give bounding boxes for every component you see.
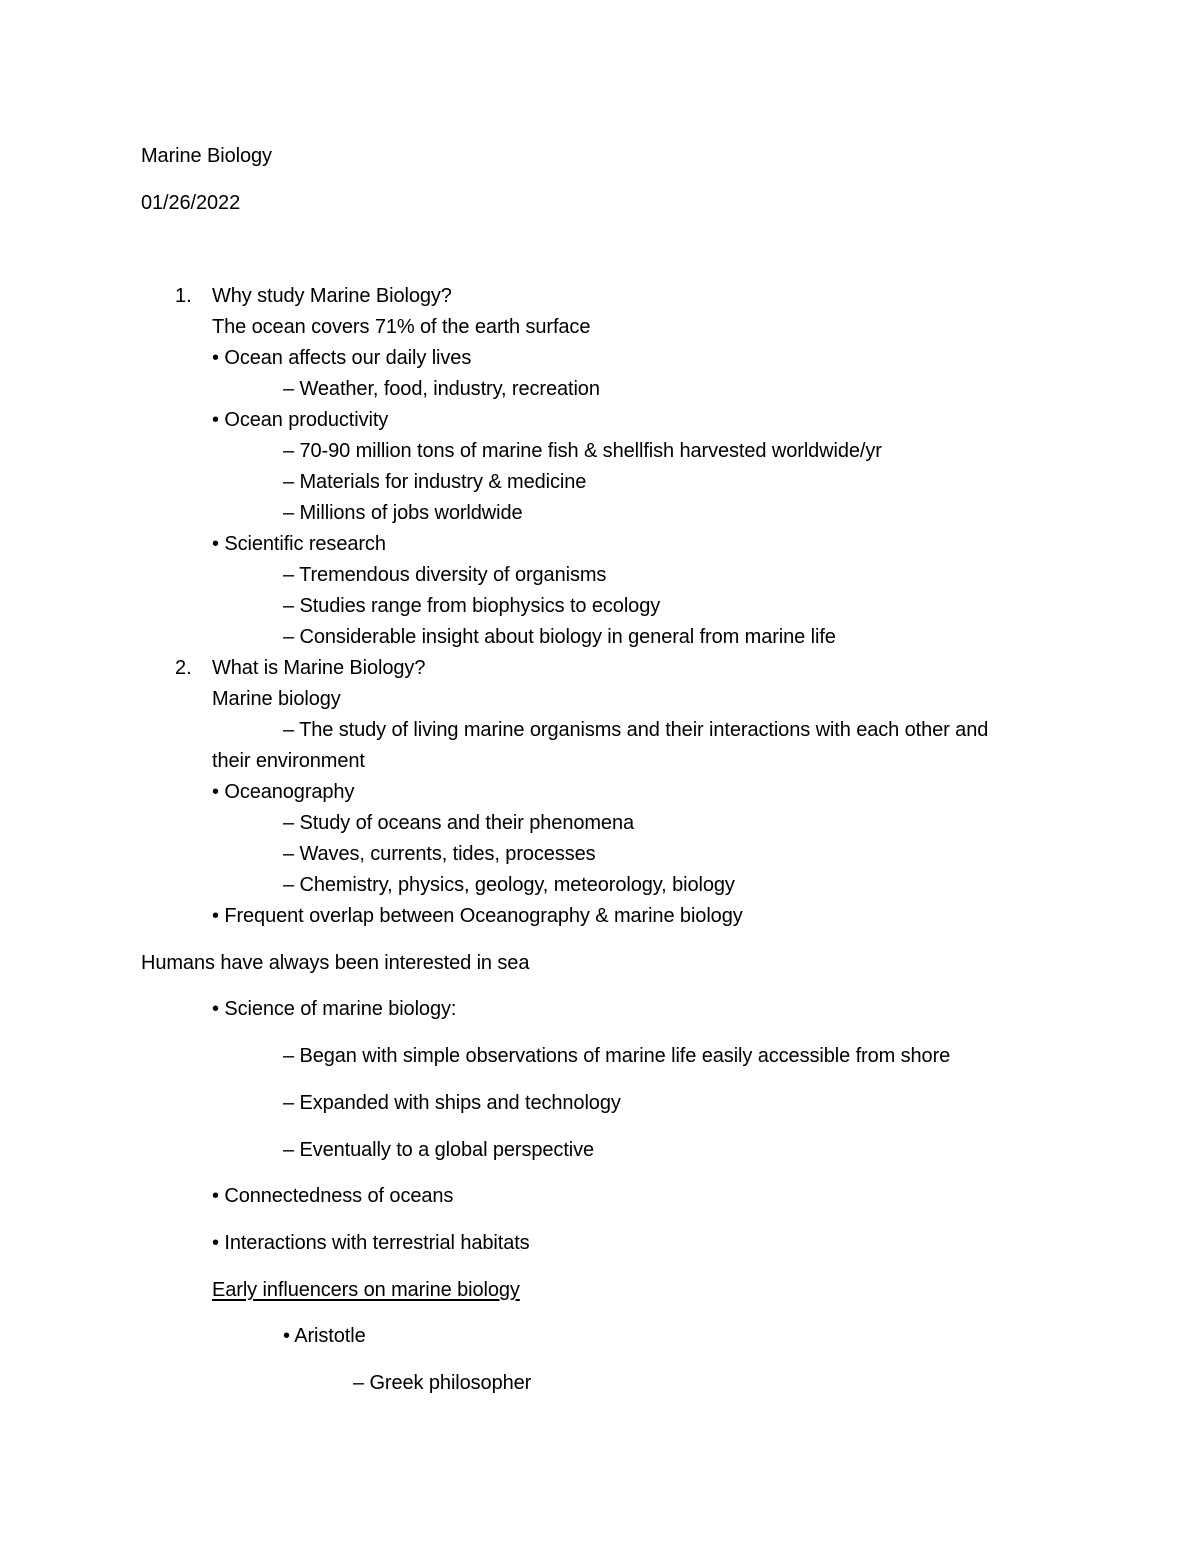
list-item: – Studies range from biophysics to ecology — [283, 595, 661, 617]
section1-intro: The ocean covers 71% of the earth surface — [212, 316, 591, 338]
list-item: – Eventually to a global perspective — [283, 1139, 595, 1161]
definition-line-continued: their environment — [212, 750, 365, 772]
list-item: – Study of oceans and their phenomena — [283, 812, 634, 834]
section2-question: What is Marine Biology? — [212, 657, 426, 679]
list-item: – Greek philosopher — [353, 1372, 532, 1394]
list-item: – Expanded with ships and technology — [283, 1092, 621, 1114]
section1-question: Why study Marine Biology? — [212, 285, 452, 307]
list-item: – Considerable insight about biology in general from marine life — [283, 626, 836, 648]
list-item: – Weather, food, industry, recreation — [283, 378, 600, 400]
bullet-science: • Science of marine biology: — [212, 998, 457, 1020]
bullet-aristotle: • Aristotle — [283, 1325, 366, 1347]
section2-term: Marine biology — [212, 688, 341, 710]
document-date: 01/26/2022 — [141, 192, 241, 214]
bullet-oceanography: • Oceanography — [212, 781, 355, 803]
list-item: – Chemistry, physics, geology, meteorology, biology — [283, 874, 735, 896]
list-item: – Waves, currents, tides, processes — [283, 843, 596, 865]
list-item: – Materials for industry & medicine — [283, 471, 587, 493]
bullet-research: • Scientific research — [212, 533, 386, 555]
bullet-interactions: • Interactions with terrestrial habitats — [212, 1232, 530, 1254]
list-item: – Millions of jobs worldwide — [283, 502, 523, 524]
history-heading: Humans have always been interested in sea — [141, 952, 530, 974]
list-number-1: 1. — [175, 285, 192, 307]
definition-line: – The study of living marine organisms and their interactions with each other and — [283, 719, 989, 741]
document-title: Marine Biology — [141, 145, 272, 167]
bullet-connectedness: • Connectedness of oceans — [212, 1185, 454, 1207]
bullet-daily-lives: • Ocean affects our daily lives — [212, 347, 472, 369]
bullet-productivity: • Ocean productivity — [212, 409, 389, 431]
influencers-heading: Early influencers on marine biology — [212, 1279, 520, 1301]
list-item: – 70-90 million tons of marine fish & shellfish harvested worldwide/yr — [283, 440, 882, 462]
list-item: – Began with simple observations of marine life easily accessible from shore — [283, 1045, 951, 1067]
bullet-overlap: • Frequent overlap between Oceanography & marine biology — [212, 905, 743, 927]
list-number-2: 2. — [175, 657, 192, 679]
list-item: – Tremendous diversity of organisms — [283, 564, 607, 586]
